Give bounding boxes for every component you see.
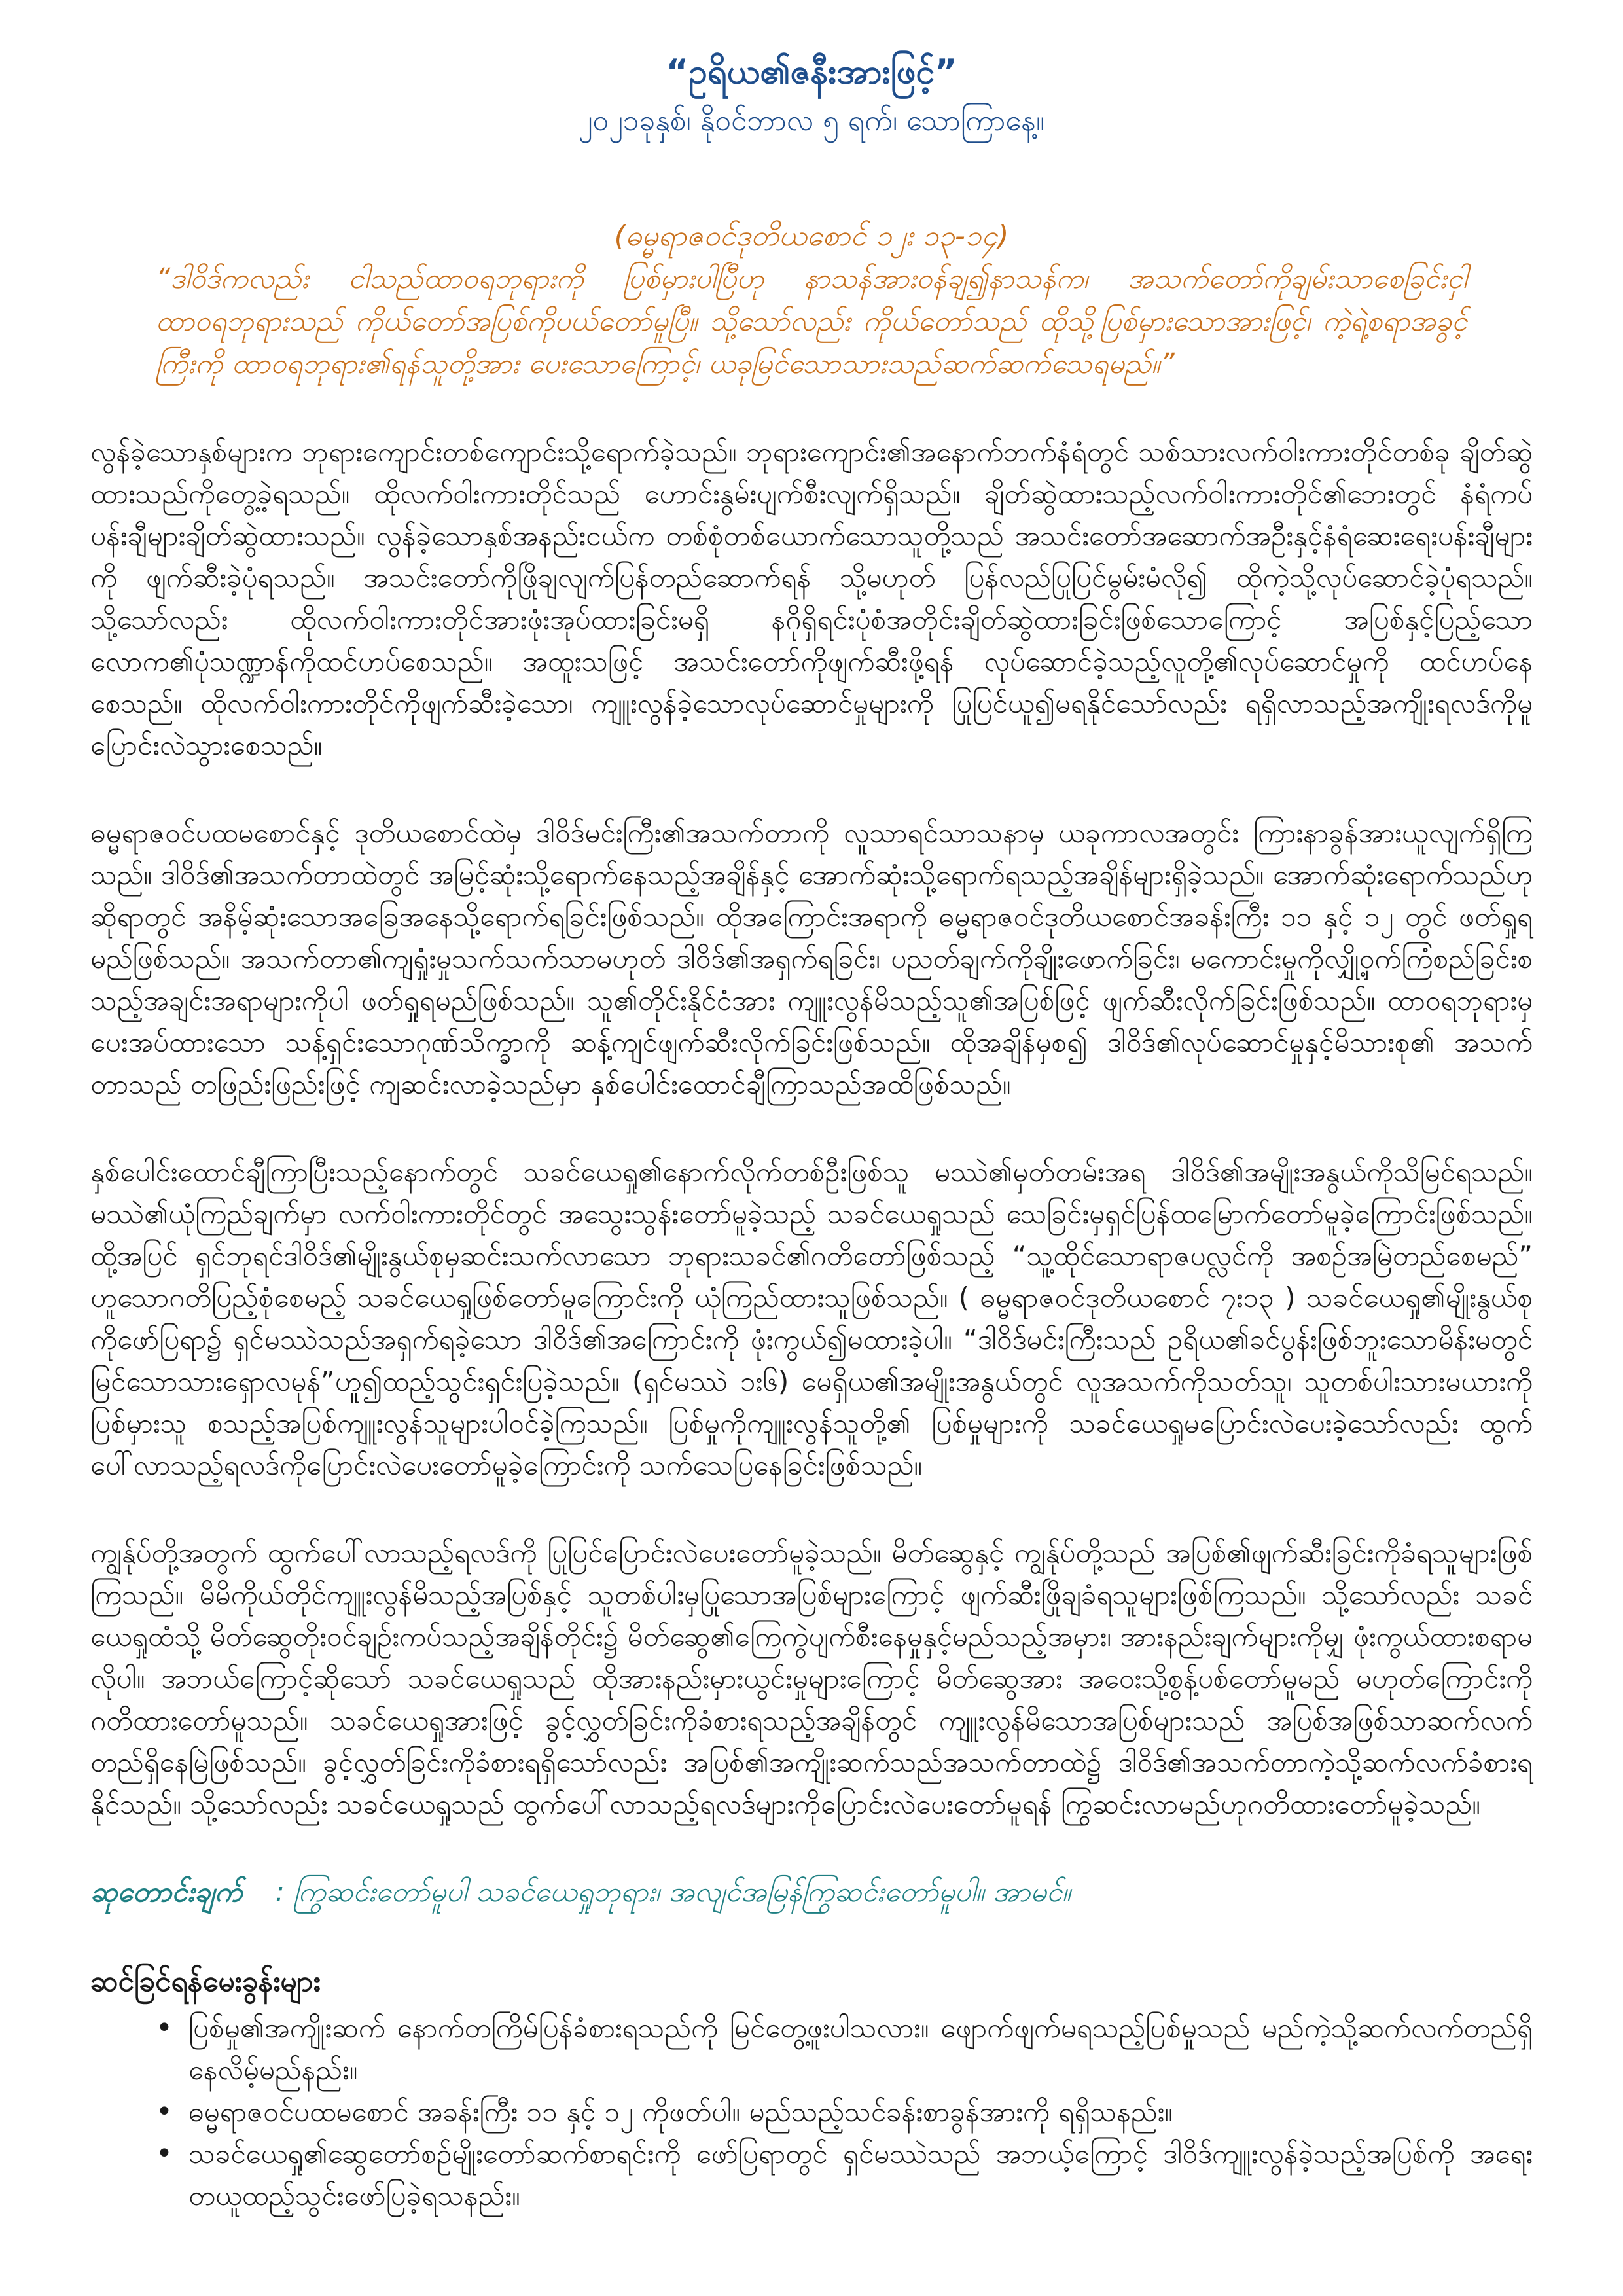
questions-heading: ဆင်ခြင်ရန်မေးခွန်းများ	[90, 1965, 321, 1998]
body-paragraph-4: ကျွန်ုပ်တို့အတွက် ထွက်ပေါ်လာသည့်ရလဒ်ကို ပြုပြင်ပြောင်းလဲပေးတော်မူခဲ့သည်။ မိတ်ဆွေနှင့် ကျွန်ုပ်တို့သည် အပြစ်၏ဖျက်ဆီးခြင်းကိုခံရသူများဖြစ်ကြသည်။ မိမိကိုယ်တိုင်ကျူးလွန်မိသည့်အပြစ်နှင့် သူတစ်ပါးမှပြုသောအပြစ်များကြောင့် ဖျက်ဆီးဖြိုချခံရသူများဖြစ်ကြသည်။ သို့သော်လည်း သခင်ယေရှုထံသို့ မိတ်ဆွေတိုးဝင်ချဉ်းကပ်သည့်အချိန်တိုင်း၌ မိတ်ဆွေ၏ကြေကွဲပျက်စီးနေမှုနှင့်မည်သည့်အမှား၊ အားနည်းချက်များကိုမျှ ဖုံးကွယ်ထားစရာမလိုပါ။ အဘယ်ကြောင့်ဆိုသော် သခင်ယေရှုသည် ထိုအားနည်းမှားယွင်းမှုများကြောင့် မိတ်ဆွေအား အဝေးသို့စွန့်ပစ်တော်မူမည် မဟုတ်ကြောင်းကို ဂတိထားတော်မူသည်။ သခင်ယေရှုအားဖြင့် ခွင့်လွှတ်ခြင်းကိုခံစားရသည့်အချိန်တွင် ကျူးလွန်မိသောအပြစ်များသည် အပြစ်အဖြစ်သာဆက်လက်တည်ရှိနေမြဲဖြစ်သည်။ ခွင့်လွှတ်ခြင်းကိုခံစားရရှိသော်လည်း အပြစ်၏အကျိုးဆက်သည်အသက်တာထဲ၌ ဒါဝိဒ်၏အသက်တာကဲ့သို့ဆက်လက်ခံစားရနိုင်သည်။ သို့သော်လည်း သခင်ယေရှုသည် ထွက်ပေါ်လာသည့်ရလဒ်များကိုပြောင်းလဲပေးတော်မူရန် ကြွဆင်းလာမည်ဟုဂတိထားတော်မူခဲ့သည်။	[90, 1537, 1533, 1820]
page-date: ၂၀၂၁ခုနှစ်၊ နိုဝင်ဘာလ ၅ ရက်၊ သောကြာနေ့။	[578, 104, 1045, 137]
body-area	[0, 431, 1623, 2217]
page-title: “ဥရိယ၏ဇနီးအားဖြင့်”	[666, 52, 957, 92]
question-item	[90, 2091, 1533, 2133]
bullet-icon: •	[156, 2011, 173, 2045]
question-item	[90, 2133, 1533, 2217]
question-text: သခင်ယေရှု၏ဆွေတော်စဉ်မျိုးတော်ဆက်စာရင်းကို ဖော်ပြရာတွင် ရှင်မဿဲသည် အဘယ့်ကြောင့် ဒါဝိဒ်ကျူးလွန်ခဲ့သည့်အပြစ်ကို အရေးတယူထည့်သွင်းဖော်ပြခဲ့ရသနည်း။	[188, 2138, 1533, 2212]
prayer-label: ဆုတောင်းချက်	[90, 1876, 243, 1909]
scripture-block	[0, 215, 1623, 386]
question-text: ပြစ်မှု၏အကျိုးဆက် နောက်တကြိမ်ပြန်ခံစားရသည်ကို မြင်တွေ့ဖူးပါသလား။ ဖျောက်ဖျက်မရသည့်ပြစ်မှုသည် မည်ကဲ့သို့ဆက်လက်တည်ရှိနေလိမ့်မည်နည်း။	[188, 2012, 1533, 2086]
scripture-reference: (ဓမ္မရာဇဝင်ဒုတိယစောင် ၁၂း ၁၃-၁၄)	[614, 219, 1009, 253]
bullet-icon: •	[156, 2095, 173, 2128]
body-paragraph-1: လွန်ခဲ့သောနှစ်များက ဘုရားကျောင်းတစ်ကျောင်းသို့ရောက်ခဲ့သည်။ ဘုရားကျောင်း၏အနောက်ဘက်နံရံတွင် သစ်သားလက်ဝါးကားတိုင်တစ်ခု ချိတ်ဆွဲထားသည်ကိုတွေ့ခဲ့ရသည်။ ထိုလက်ဝါးကားတိုင်သည် ဟောင်းနွမ်းပျက်စီးလျက်ရှိသည်။ ချိတ်ဆွဲထားသည့်လက်ဝါးကားတိုင်၏ဘေးတွင် နံရံကပ် ပန်းချီများချိတ်ဆွဲထားသည်။ လွန်ခဲ့သောနှစ်အနည်းငယ်က တစ်စုံတစ်ယောက်သောသူတို့သည် အသင်းတော်အဆောက်အဦးနှင့်နံရံဆေးရေးပန်းချီများကို ဖျက်ဆီးခဲ့ပုံရသည်။ အသင်းတော်ကိုဖြိုချလျက်ပြန်တည်ဆောက်ရန် သို့မဟုတ် ပြန်လည်ပြုပြင်မွမ်းမံလို၍ ထိုကဲ့သို့လုပ်ဆောင်ခဲ့ပုံရသည်။ သို့သော်လည်း ထိုလက်ဝါးကားတိုင်အားဖုံးအုပ်ထားခြင်းမရှိ နဂိုရှိရင်းပုံစံအတိုင်းချိတ်ဆွဲထားခြင်းဖြစ်သောကြောင့် အပြစ်နှင့်ပြည့်သော လောက၏ပုံသဏ္ဍာန်ကိုထင်ဟပ်စေသည်။ အထူးသဖြင့် အသင်းတော်ကိုဖျက်ဆီးဖို့ရန် လုပ်ဆောင်ခဲ့သည့်လူတို့၏လုပ်ဆောင်မှုကို ထင်ဟပ်နေစေသည်။ ထိုလက်ဝါးကားတိုင်ကိုဖျက်ဆီးခဲ့သော၊ ကျူးလွန်ခဲ့သောလုပ်ဆောင်မှုများကို ပြုပြင်ယူ၍မရနိုင်သော်လည်း ရရှိလာသည့်အကျိုးရလဒ်ကိုမူ ပြောင်းလဲသွားစေသည်။	[90, 436, 1533, 761]
body-paragraph-3: နှစ်ပေါင်းထောင်ချီကြာပြီးသည့်နောက်တွင် သခင်ယေရှု၏နောက်လိုက်တစ်ဦးဖြစ်သူ မဿဲ၏မှတ်တမ်းအရ ဒါဝိဒ်၏အမျိုးအနွယ်ကိုသိမြင်ရသည်။ မဿဲ၏ယုံကြည်ချက်မှာ လက်ဝါးကားတိုင်တွင် အသွေးသွန်းတော်မူခဲ့သည့် သခင်ယေရှုသည် သေခြင်းမှရှင်ပြန်ထမြောက်တော်မူခဲ့ကြောင်းဖြစ်သည်။ ထို့အပြင် ရှင်ဘုရင်ဒါဝိဒ်၏မျိုးနွယ်စုမှဆင်းသက်လာသော ဘုရားသခင်၏ဂတိတော်ဖြစ်သည့် “သူ့ထိုင်သောရာဇပလ္လင်ကို အစဉ်အမြဲတည်စေမည်” ဟူသောဂတိပြည့်စုံစေမည့် သခင်ယေရှုဖြစ်တော်မူကြောင်းကို ယုံကြည်ထားသူဖြစ်သည်။ ( ဓမ္မရာဇဝင်ဒုတိယစောင် ၇း၁၃ ) သခင်ယေရှု၏မျိုးနွယ်စုကိုဖော်ပြရာ၌ ရှင်မဿဲသည်အရှက်ရခဲ့သော ဒါဝိဒ်၏အကြောင်းကို ဖုံးကွယ်၍မထားခဲ့ပါ။ “ဒါဝိဒ်မင်းကြီးသည် ဥရိယ၏ခင်ပွန်းဖြစ်ဘူးသောမိန်းမတွင် မြင်သောသားရှောလမုန်”ဟူ၍ထည့်သွင်းရှင်းပြခဲ့သည်။ (ရှင်မဿဲ ၁း၆) မေရှိယ၏အမျိုးအနွယ်တွင် လူအသက်ကိုသတ်သူ၊ သူတစ်ပါးသားမယားကို ပြစ်မှားသူ စသည့်အပြစ်ကျူးလွန်သူများပါဝင်ခဲ့ကြသည်။ ပြစ်မှုကိုကျူးလွန်သူတို့၏ ပြစ်မှုများကို သခင်ယေရှုမပြောင်းလဲပေးခဲ့သော်လည်း ထွက်ပေါ်လာသည့်ရလဒ်ကိုပြောင်းလဲပေးတော်မူခဲ့ကြောင်းကို သက်သေပြနေခြင်းဖြစ်သည်။	[90, 1156, 1533, 1481]
prayer-line	[90, 1871, 1533, 1913]
header	[0, 46, 1623, 144]
scripture-text: “ဒါဝိဒ်ကလည်း ငါသည်ထာဝရဘုရားကို ပြစ်မှားပါပြီဟု နာသန်အားဝန်ချ၍နာသန်က၊ အသက်တော်ကိုချမ်းသာစေခြင်းငှါ ထာဝရဘုရားသည် ကိုယ်တော်အပြစ်ကိုပယ်တော်မူပြီ။ သို့သော်လည်း ကိုယ်တော်သည် ထိုသို့ပြစ်မှားသောအားဖြင့်၊ ကဲ့ရဲ့စရာအခွင့်ကြီးကို ထာဝရဘုရား၏ရန်သူတို့အား ပေးသောကြောင့်၊ ယခုမြင်သောသားသည်ဆက်ဆက်သေရမည်။”	[156, 262, 1467, 380]
body-paragraph-2: ဓမ္မရာဇဝင်ပထမစောင်နှင့် ဒုတိယစောင်ထဲမှ ဒါဝိဒ်မင်းကြီး၏အသက်တာကို လူသာရင်သာသနာမှ ယခုကာလအတွင်း ကြားနာခွန်အားယူလျက်ရှိကြသည်။ ဒါဝိဒ်၏အသက်တာထဲတွင် အမြင့်ဆုံးသို့ရောက်နေသည့်အချိန်နှင့် အောက်ဆုံးသို့ရောက်ရသည့်အချိန်များရှိခဲ့သည်။ အောက်ဆုံးရောက်သည်ဟု ဆိုရာတွင် အနိမ့်ဆုံးသောအခြေအနေသို့ရောက်ရခြင်းဖြစ်သည်။ ထိုအကြောင်းအရာကို ဓမ္မရာဇဝင်ဒုတိယစောင်အခန်းကြီး ၁၁ နှင့် ၁၂ တွင် ဖတ်ရှုရမည်ဖြစ်သည်။ အသက်တာ၏ကျရှုံးမှုသက်သက်သာမဟုတ် ဒါဝိဒ်၏အရှက်ရခြင်း၊ ပညတ်ချက်ကိုချိုးဖောက်ခြင်း၊ မကောင်းမှုကိုလျှို့ဝှက်ကြံစည်ခြင်းစသည့်အချင်းအရာများကိုပါ ဖတ်ရှုရမည်ဖြစ်သည်။ သူ၏တိုင်းနိုင်ငံအား ကျူးလွန်မိသည့်သူ၏အပြစ်ဖြင့် ဖျက်ဆီးလိုက်ခြင်းဖြစ်သည်။ ထာဝရဘုရားမှပေးအပ်ထားသော သန့်ရှင်းသောဂုဏ်သိက္ခာကို ဆန့်ကျင်ဖျက်ဆီးလိုက်ခြင်းဖြစ်သည်။ ထိုအချိန်မှစ၍ ဒါဝိဒ်၏လုပ်ဆောင်မှုနှင့်မိသားစု၏ အသက်တာသည် တဖြည်းဖြည်းဖြင့် ကျဆင်းလာခဲ့သည်မှာ နှစ်ပေါင်းထောင်ချီကြာသည်အထိဖြစ်သည်။	[90, 817, 1533, 1100]
questions-list	[90, 2007, 1533, 2217]
prayer-text: : ကြွဆင်းတော်မူပါ သခင်ယေရှုဘုရား၊ အလျင်အမြန်ကြွဆင်းတော်မူပါ။ အာမင်။	[275, 1876, 1071, 1909]
question-text: ဓမ္မရာဇဝင်ပထမစောင် အခန်းကြီး ၁၁ နှင့် ၁၂ ကိုဖတ်ပါ။ မည်သည့်သင်ခန်းစာခွန်အားကို ရရှိသနည်း။	[188, 2096, 1173, 2128]
bullet-icon: •	[156, 2137, 173, 2170]
question-item	[90, 2007, 1533, 2091]
